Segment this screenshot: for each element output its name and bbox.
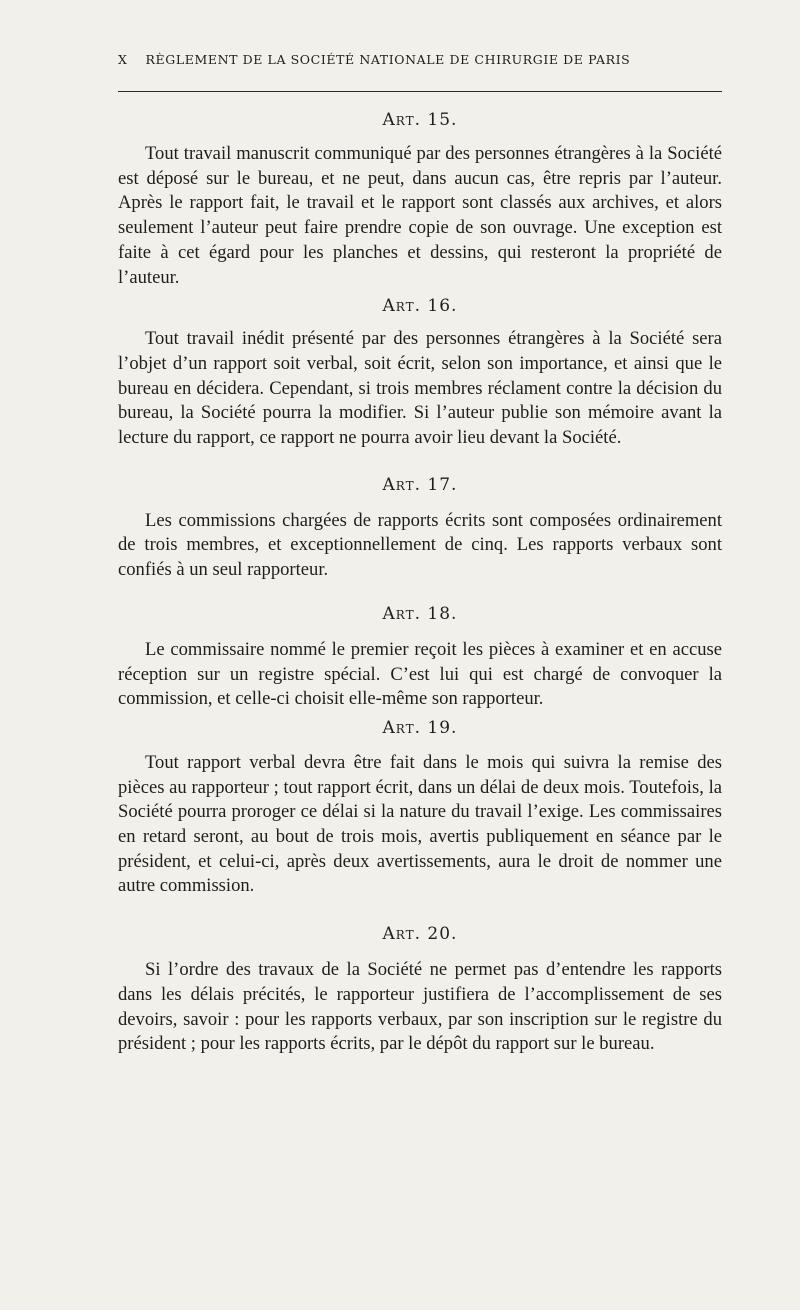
article-20 <box>118 924 722 1057</box>
article-17 <box>118 475 722 583</box>
article-text: Les commissions chargées de rapports écrits sont composées ordinairement de trois membres, et exceptionnellement de cinq. Les rapports verbaux sont confiés à un seul rapporteur. <box>118 509 722 581</box>
article-title: Art. 17. <box>382 474 458 495</box>
articles-body <box>118 104 722 1057</box>
article-title: Art. 20. <box>382 924 458 945</box>
article-19 <box>118 718 722 899</box>
article-text: Tout travail inédit présenté par des personnes étrangères à la Société sera l’objet d’un rapport soit verbal, soit écrit, selon son importance, et ainsi que le bureau en décidera. Cependant, si trois membres réclament contre la décision du bureau, la Société pourra la modifier. Si l’auteur publie son mémoire avant la lecture du rapport, ce rapport ne pourra avoir lieu devant la Société. <box>118 328 722 449</box>
article-text: Tout rapport verbal devra être fait dans le mois qui suivra la remise des pièces au rapporteur ; tout rapport écrit, dans un délai de deux mois. Toutefois, la Société pourra proroger ce délai si la nature du travail l’exige. Les commissaires en retard seront, au bout de trois mois, avertis publiquement en séance par le président, et celui-ci, après deux avertissements, aura le droit de nommer une autre commission. <box>118 751 722 897</box>
article-title: Art. 16. <box>382 296 458 317</box>
article-title: Art. 18. <box>382 603 458 624</box>
article-text: Si l’ordre des travaux de la Société ne permet pas d’entendre les rapports dans les délais précités, le rapporteur justifiera de l’accomplissement de ses devoirs, savoir : pour les rapports verbaux, par son inscription sur le registre du président ; pour les rapports écrits, par le dépôt du rapport sur le bureau. <box>118 959 722 1055</box>
article-text: Le commissaire nommé le premier reçoit les pièces à examiner et en accuse réception sur un registre spécial. C’est lui qui est chargé de convoquer la commission, et celle-ci choisit elle-même son rapporteur. <box>118 638 722 710</box>
header-rule <box>118 91 722 92</box>
page-number: X <box>118 52 128 67</box>
running-head <box>118 52 722 67</box>
article-title: Art. 15. <box>382 110 458 130</box>
article-title: Art. 19. <box>382 717 458 738</box>
article-text: Tout travail manuscrit communiqué par des personnes étrangères à la Société est déposé sur le bureau, et ne peut, dans aucun cas, être repris par l’auteur. Après le rapport fait, le travail et le rapport sont classés aux archives, et alors seulement l’auteur peut faire prendre copie de son ouvrage. Une exception est faite à cet égard pour les planches et dessins, qui resteront la propriété de l’auteur. <box>118 143 722 288</box>
article-18 <box>118 604 722 712</box>
article-16 <box>118 296 722 451</box>
article-15 <box>118 110 722 290</box>
running-title: RÈGLEMENT DE LA SOCIÉTÉ NATIONALE DE CHIRURGIE DE PARIS <box>145 52 631 67</box>
